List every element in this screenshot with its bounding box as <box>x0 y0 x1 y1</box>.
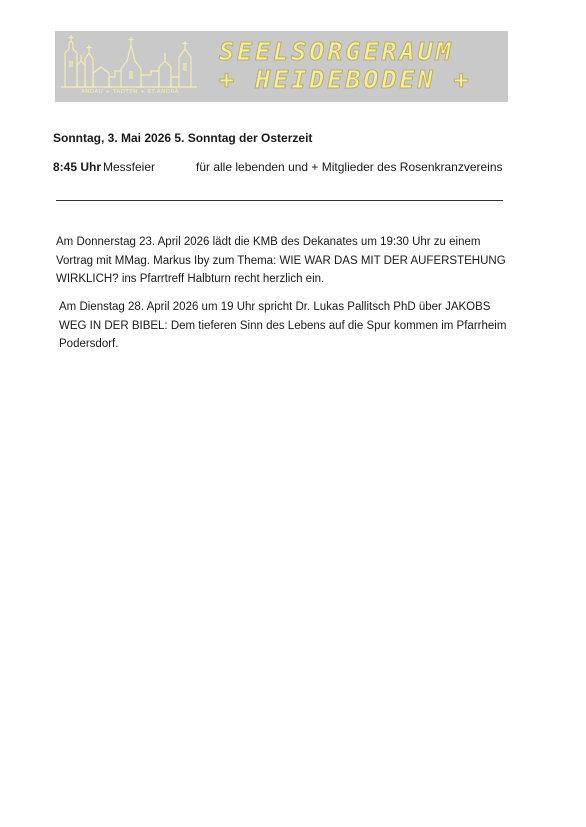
service-name: Messfeier <box>103 160 156 174</box>
announcement-paragraph <box>59 298 514 354</box>
service-intention: für alle lebenden und + Mitglieder des Rosenkranzvereins <box>196 160 503 174</box>
announcement-line: Vortrag mit MMag. Markus Iby zum Thema: WIE WAR DAS MIT DER AUFERSTEHUNG <box>56 254 506 267</box>
header-banner <box>55 31 508 102</box>
announcement-line: WIRKLICH? ins Pfarrtreff Halbturn recht herzlich ein. <box>56 273 325 285</box>
announcement-line: Am Donnerstag 23. April 2026 lädt die KMB des Dekanates um 19:30 Uhr zu einem <box>56 236 481 248</box>
section-divider <box>56 200 503 201</box>
date-heading: Sonntag, 3. Mai 2026 5. Sonntag der Osterzeit <box>53 131 313 145</box>
banner-subtitle: ANDAU + TADTEN + ST.ANDRÄ <box>81 89 179 95</box>
announcement-line: WEG IN DER BIBEL: Dem tieferen Sinn des Lebens auf die Spur kommen im Pfarrheim <box>59 319 507 332</box>
announcement-line: Podersdorf. <box>59 338 119 350</box>
banner-title-line1: SEELSORGERAUM <box>219 37 454 66</box>
announcement-line: Am Dienstag 28. April 2026 um 19 Uhr spricht Dr. Lukas Pallitsch PhD über JAKOBS <box>59 301 491 313</box>
banner-title-line2: + HEIDEBODEN + <box>219 65 472 94</box>
announcement-paragraph <box>56 233 516 289</box>
service-time: 8:45 Uhr <box>53 160 102 174</box>
